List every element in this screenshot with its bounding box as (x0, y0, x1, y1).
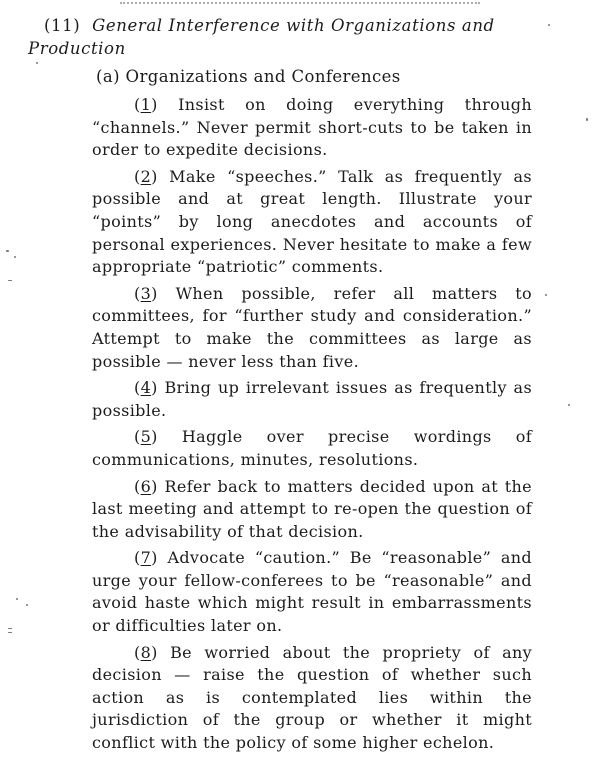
list-item: (1) Insist on doing everything through “channels.” Never permit short-cuts to be taken in order to expedite decisions. (92, 95, 532, 160)
scan-speck (16, 598, 18, 600)
scan-speck (8, 280, 12, 281)
subsection-heading: (a) Organizations and Conferences (96, 67, 401, 86)
item-text: Insist on doing everything through “channels.” Never permit short-cuts to be taken in order to expedite decisions. (92, 95, 532, 160)
item-text: Refer back to matters decided upon at the last meeting and attempt to re-open the question of the advisability of that decision. (92, 476, 533, 541)
item-number: 2 (140, 166, 152, 186)
item-list (92, 94, 532, 759)
cropped-previous-line (120, 0, 480, 4)
item-text: Advocate “caution.” Be “reasonable” and urge your fellow-conferees to be “reasonable” and avoid haste which might result in embarrassments or difficulties later on. (92, 548, 532, 636)
section-number: (11) (44, 16, 81, 35)
item-text: When possible, refer all matters to committees, for “further study and consideration.” Attempt to make the committees as large as possible — never less than five. (92, 283, 533, 371)
scan-speck (586, 118, 588, 121)
scan-speck (36, 62, 38, 64)
item-number: 1 (140, 95, 152, 114)
item-number: 7 (140, 548, 152, 568)
scan-speck (548, 24, 550, 26)
item-number: 5 (140, 427, 152, 447)
scan-speck (8, 628, 12, 629)
item-text: Make “speeches.” Talk as frequently as possible and at great length. Illustrate your “points” by long anecdotes and accounts of personal experiences. Never hesitate to make a few appropriate “patriotic” comments. (92, 166, 532, 277)
scan-speck (26, 604, 28, 606)
item-text: Haggle over precise wordings of communications, minutes, resolutions. (92, 427, 532, 469)
item-number: 6 (140, 476, 152, 496)
list-item: (3) When possible, refer all matters to committees, for “further study and consideration.” Attempt to make the committees as large as possible — never less than five. (92, 283, 533, 371)
scan-speck (14, 256, 16, 258)
list-item: (2) Make “speeches.” Talk as frequently as possible and at great length. Illustrate your “points” by long anecdotes and accounts of personal experiences. Never hesitate to make a few appropriate “patriotic” comments. (92, 166, 532, 277)
scan-speck (568, 404, 570, 406)
item-number: 3 (140, 283, 152, 303)
list-item: (7) Advocate “caution.” Be “reasonable” and urge your fellow-conferees to be “reasonable” and avoid haste which might result in embarrassments or difficulties later on. (92, 548, 532, 636)
list-item: (6) Refer back to matters decided upon at the last meeting and attempt to re-open the question of the advisability of that decision. (92, 476, 533, 541)
scan-speck (545, 294, 547, 296)
section-heading (28, 14, 564, 60)
list-item: (8) Be worried about the propriety of any decision — raise the question of whether such action as is contemplated lies within the jurisdiction of the group or whether it might conflict with the policy of some higher echelon. (92, 642, 532, 753)
item-text: Be worried about the propriety of any decision — raise the question of whether such action as is contemplated lies within the jurisdiction of the group or whether it might conflict with the policy of some higher echelon. (92, 642, 532, 753)
item-number: 8 (140, 642, 152, 662)
item-text: Bring up irrelevant issues as frequently as possible. (92, 378, 533, 420)
section-title: General Interference with Organizations and Production (28, 16, 495, 58)
scan-speck (8, 632, 12, 633)
list-item: (4) Bring up irrelevant issues as frequently as possible. (92, 378, 533, 420)
list-item: (5) Haggle over precise wordings of communications, minutes, resolutions. (92, 427, 532, 469)
scan-speck (6, 250, 9, 252)
item-number: 4 (140, 378, 152, 398)
